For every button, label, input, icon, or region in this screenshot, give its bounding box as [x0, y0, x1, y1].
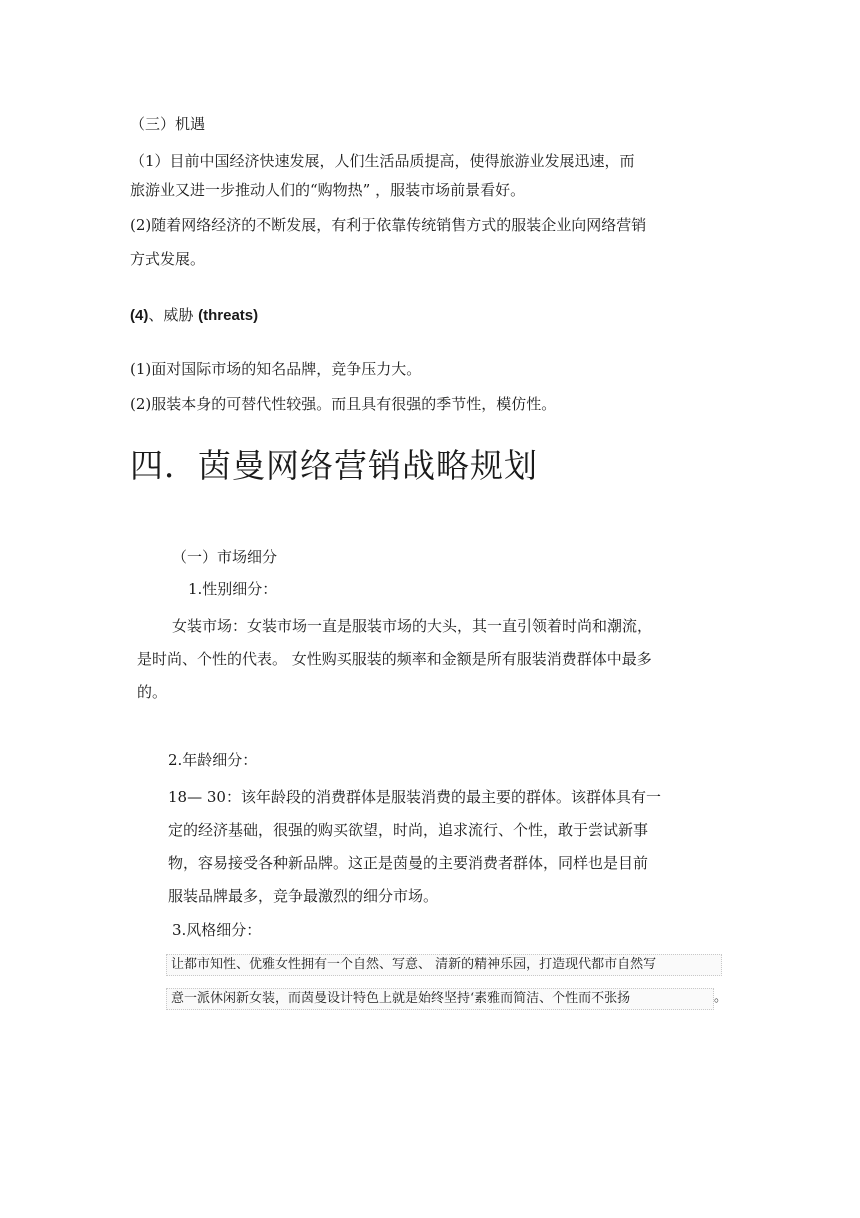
opportunity-1-line-2: 旅游业又进一步推动人们的“购物热” ，服装市场前景看好。: [130, 181, 526, 199]
style-segmentation-heading: 3.风格细分：: [172, 921, 262, 939]
market-segmentation-heading: （一）市场细分: [172, 548, 278, 566]
threat-2: (2)服装本身的可替代性较强。而且具有很强的季节性，模仿性。: [130, 395, 557, 413]
threats-heading-text: 、威胁: [148, 306, 199, 324]
age-line-1: 18— 30：该年龄段的消费群体是服装消费的最主要的群体。该群体具有一: [168, 788, 661, 806]
opportunities-heading: （三）机遇: [130, 115, 206, 133]
threats-heading: [130, 305, 258, 326]
gender-line-2: 是时尚、个性的代表。 女性购买服装的频率和金额是所有服装消费群体中最多: [137, 650, 652, 668]
threats-heading-english: (threats): [198, 307, 259, 324]
style-line-2-end: 。: [714, 990, 728, 1005]
opportunity-2-line-1: (2)随着网络经济的不断发展，有利于依靠传统销售方式的服装企业向网络营销: [130, 216, 647, 234]
age-line-3: 物，容易接受各种新品牌。这正是茵曼的主要消费者群体，同样也是目前: [168, 854, 649, 872]
threat-1: (1)面对国际市场的知名品牌，竞争压力大。: [130, 360, 422, 378]
gender-line-1: 女装市场：女装市场一直是服装市场的大头，其一直引领着时尚和潮流，: [172, 617, 653, 635]
section-title: 四．茵曼网络营销战略规划: [130, 446, 538, 485]
age-segmentation-heading: 2.年龄细分：: [168, 751, 258, 769]
style-line-2: 意一派休闲新女装，而茵曼设计特色上就是始终坚持‘素雅而简洁、个性而不张扬: [166, 988, 714, 1010]
age-line-4: 服装品牌最多，竞争最激烈的细分市场。: [168, 887, 439, 905]
opportunity-1-line-1: （1）目前中国经济快速发展，人们生活品质提高，使得旅游业发展迅速，而: [130, 152, 635, 170]
gender-line-3: 的。: [137, 683, 168, 701]
gender-segmentation-heading: 1.性别细分：: [188, 580, 278, 598]
style-line-1: 让都市知性、优雅女性拥有一个自然、写意、 清新的精神乐园，打造现代都市自然写: [166, 954, 722, 976]
opportunity-2-line-2: 方式发展。: [130, 250, 206, 268]
age-line-2: 定的经济基础，很强的购买欲望，时尚，追求流行、个性，敢于尝试新事: [168, 821, 649, 839]
threats-heading-number: (4): [130, 307, 149, 324]
